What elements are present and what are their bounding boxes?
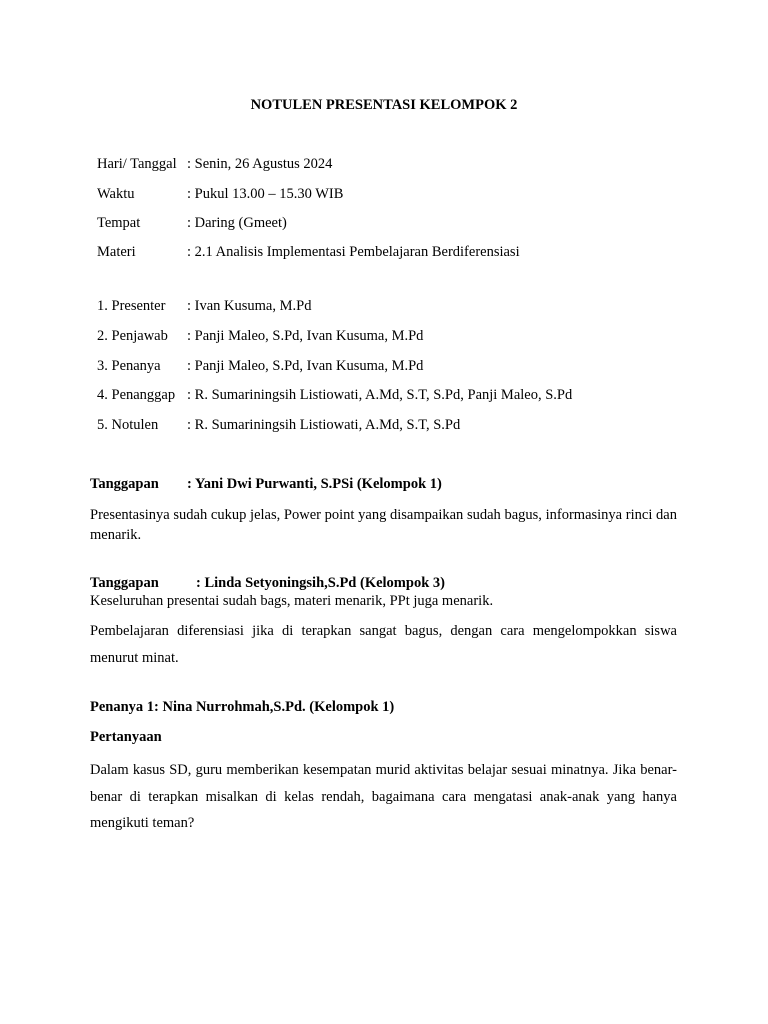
- role-value-note-taker: : R. Sumariningsih Listiowati, A.Md, S.T, S.Pd: [187, 417, 461, 433]
- document-title: NOTULEN PRESENTASI KELOMPOK 2: [250, 97, 518, 113]
- role-value-responder: : R. Sumariningsih Listiowati, A.Md, S.T, S.Pd, Panji Maleo, S.Pd: [187, 387, 573, 403]
- role-label-presenter: 1. Presenter: [97, 298, 166, 314]
- response1-name: : Yani Dwi Purwanti, S.PSi (Kelompok 1): [187, 476, 442, 492]
- info-value-material: : 2.1 Analisis Implementasi Pembelajaran Berdiferensiasi: [187, 244, 520, 260]
- info-value-date: : Senin, 26 Agustus 2024: [187, 156, 333, 172]
- response1-label: Tanggapan: [90, 476, 159, 492]
- question1-subheading: Pertanyaan: [90, 729, 162, 745]
- role-label-responder: 4. Penanggap: [97, 387, 176, 403]
- info-label-material: Materi: [97, 244, 136, 260]
- response2-text2: Pembelajaran diferensiasi jika di terapkan sangat bagus, dengan cara mengelompokkan siswa menurut minat.: [90, 623, 677, 666]
- role-label-note-taker: 5. Notulen: [97, 417, 159, 433]
- role-label-answerer: 2. Penjawab: [97, 328, 168, 344]
- question1-text: Dalam kasus SD, guru memberikan kesempatan murid aktivitas belajar sesuai minatnya. Jika benar-benar di terapkan misalkan di kelas rendah, bagaimana cara mengatasi anak-anak yang hanya mengikuti teman?: [90, 762, 677, 831]
- response2-name: : Linda Setyoningsih,S.Pd (Kelompok 3): [196, 575, 445, 591]
- role-value-presenter: : Ivan Kusuma, M.Pd: [187, 298, 312, 314]
- info-label-place: Tempat: [97, 215, 141, 231]
- role-value-questioner: : Panji Maleo, S.Pd, Ivan Kusuma, M.Pd: [187, 358, 424, 374]
- response2-text1: Keseluruhan presentai sudah bags, materi menarik, PPt juga menarik.: [90, 593, 494, 609]
- role-label-questioner: 3. Penanya: [97, 358, 161, 374]
- info-value-time: : Pukul 13.00 – 15.30 WIB: [187, 186, 344, 202]
- response2-label: Tanggapan: [90, 575, 159, 591]
- response1-text: Presentasinya sudah cukup jelas, Power point yang disampaikan sudah bagus, informasinya rinci dan menarik.: [90, 507, 677, 543]
- info-label-date: Hari/ Tanggal: [97, 156, 177, 172]
- role-value-answerer: : Panji Maleo, S.Pd, Ivan Kusuma, M.Pd: [187, 328, 424, 344]
- info-value-place: : Daring (Gmeet): [187, 215, 287, 231]
- question1-heading: Penanya 1: Nina Nurrohmah,S.Pd. (Kelompok 1): [90, 699, 395, 715]
- info-label-time: Waktu: [97, 186, 135, 202]
